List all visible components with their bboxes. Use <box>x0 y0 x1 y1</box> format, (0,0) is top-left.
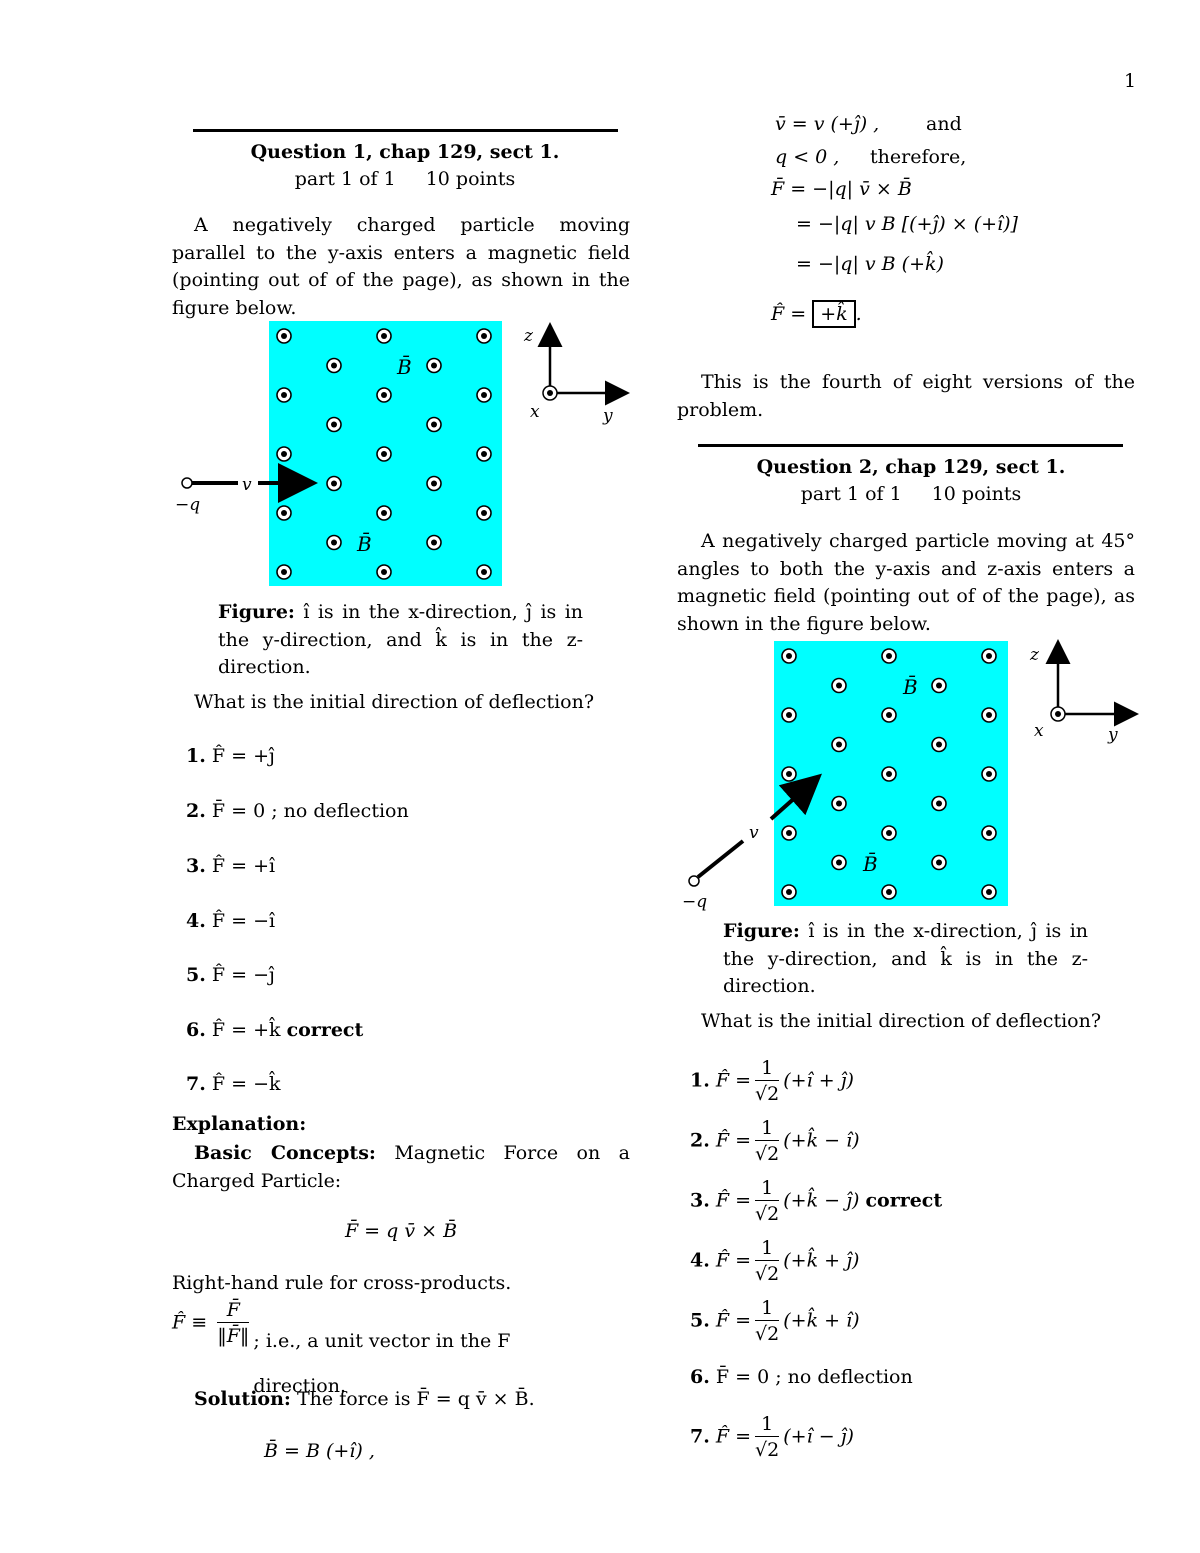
q2-points: 10 points <box>931 483 1022 505</box>
q1-field-dot-center <box>381 333 387 339</box>
q2-option-num: 5. <box>690 1309 710 1332</box>
q1-velocity-label: v <box>242 475 252 495</box>
q1-field-dot-center <box>331 363 337 369</box>
q1-q-therefore: therefore, <box>870 146 967 168</box>
q2-charge-label: −q <box>682 892 708 912</box>
q2-option-num: 1. <box>690 1069 710 1092</box>
q2-field-dot-center <box>886 889 892 895</box>
q1-option-num: 3. <box>186 855 206 877</box>
q1-field-dot-center <box>431 363 437 369</box>
q2-question: What is the initial direction of deflection? <box>701 1010 1102 1032</box>
q1-option-num: 4. <box>186 910 206 932</box>
q1-field-dot-center <box>431 481 437 487</box>
q1-solution-label: Solution: <box>194 1388 291 1410</box>
q2-field-dot-center <box>936 801 942 807</box>
q1-correct-tag: correct <box>286 1019 364 1041</box>
q2-caption-text: î is in the x-direction, ĵ is in the y-direction, and k̂ is in the z-direction. <box>723 920 1089 997</box>
q1-top-rule <box>193 129 618 132</box>
q1-field-dot-center <box>331 481 337 487</box>
q1-charge-icon <box>182 478 192 488</box>
q2-option-num: 7. <box>690 1425 710 1448</box>
q2-option-4[interactable] <box>690 1236 859 1287</box>
q2-option-expr: (+k̂ − ĵ) <box>783 1189 860 1212</box>
q1-field-dot-center <box>281 392 287 398</box>
q2-option-fraction <box>755 1176 779 1227</box>
q1-x-axis-icon <box>547 390 553 396</box>
q2-option-num: 4. <box>690 1249 710 1272</box>
q2-intro: A negatively charged particle moving at 45° angles to both the y-axis and z-axis enters a magnetic field (pointing out of of the page), as shown in the figure below. <box>677 530 1135 635</box>
q1-force-step-1: F̄ = −|q| v̄ × B̄ <box>771 178 912 200</box>
q1-axis-z: z <box>524 326 533 346</box>
q1-option-num: 5. <box>186 964 206 986</box>
q1-explanation-label: Explanation: <box>172 1113 307 1135</box>
q1-option-num: 6. <box>186 1019 206 1041</box>
page-number: 1 <box>1124 70 1137 92</box>
q2-frac-den: √2 <box>755 1143 780 1165</box>
q2-option-lhs: F̄ = 0 ; no deflection <box>715 1366 913 1388</box>
q1-part-line <box>170 168 640 190</box>
q2-field-dot-center <box>986 771 992 777</box>
q2-field-dot-center <box>786 889 792 895</box>
q1-caption <box>218 599 583 682</box>
q2-option-5[interactable] <box>690 1296 860 1347</box>
q1-option-5[interactable] <box>186 964 275 986</box>
q1-option-7[interactable] <box>186 1073 281 1095</box>
q1-solution <box>194 1388 535 1410</box>
q2-frac-num: 1 <box>755 1056 779 1081</box>
q2-field-dot-center <box>986 712 992 718</box>
q1-field-dot-center <box>481 392 487 398</box>
q1-axis-x: x <box>530 402 540 422</box>
q1-field-dot-center <box>281 569 287 575</box>
q2-frac-num: 1 <box>755 1176 779 1201</box>
q1-axis-y: y <box>603 406 613 426</box>
q2-part-line <box>676 483 1146 505</box>
q1-option-text: F̂ = −k̂ <box>211 1073 281 1095</box>
q2-top-rule <box>698 444 1123 447</box>
q2-frac-num: 1 <box>755 1412 779 1437</box>
q2-option-num: 6. <box>690 1366 710 1388</box>
q1-field-dot-center <box>381 451 387 457</box>
q1-field-dot-center <box>281 510 287 516</box>
q1-field-dot-center <box>381 510 387 516</box>
q2-option-fraction <box>755 1116 779 1167</box>
q2-option-lhs: F̂ = <box>715 1189 752 1212</box>
q1-option-num: 1. <box>186 745 206 767</box>
q2-field-dot-center <box>986 889 992 895</box>
q1-final-tail: . <box>855 303 862 325</box>
q2-frac-den: √2 <box>755 1083 780 1105</box>
q1-b-equation: B̄ = B (+î) , <box>264 1440 375 1462</box>
q2-field-dot-center <box>886 653 892 659</box>
q2-option-1[interactable] <box>690 1056 854 1107</box>
q1-field-dot-center <box>281 451 287 457</box>
q1-final-answer <box>771 303 862 325</box>
q1-unit-lhs: F̂ ≡ <box>172 1311 208 1334</box>
q1-force-step-2: = −|q| v B [(+ĵ) × (+î)] <box>796 213 1018 235</box>
q2-field-dot-center <box>786 653 792 659</box>
q2-option-expr: (+k̂ + ĵ) <box>783 1249 860 1272</box>
q2-figure <box>676 636 1146 916</box>
q2-option-fraction <box>755 1412 779 1463</box>
q2-option-fraction <box>755 1056 779 1107</box>
q1-field-dot-center <box>481 569 487 575</box>
q2-frac-den: √2 <box>755 1203 780 1225</box>
q1-heading: Question 1, chap 129, sect 1. <box>250 141 560 163</box>
q2-option-fraction <box>755 1296 779 1347</box>
q2-field-dot-center <box>936 860 942 866</box>
q2-caption <box>723 918 1088 1001</box>
q2-option-num: 3. <box>690 1189 710 1212</box>
q2-option-lhs: F̂ = <box>715 1249 752 1272</box>
q1-basic-concepts <box>172 1140 630 1195</box>
q1-basic-label: Basic Concepts: <box>194 1142 376 1164</box>
q2-field-dot-center <box>886 771 892 777</box>
q1-option-text: F̄ = 0 ; no deflection <box>211 800 409 822</box>
q1-option-text: F̂ = +ĵ <box>211 745 275 767</box>
q1-option-2[interactable] <box>186 800 409 822</box>
q2-velocity-label: v <box>749 823 759 843</box>
q2-field-label-top: B̄ <box>903 675 918 699</box>
q2-field-dot-center <box>836 860 842 866</box>
q2-option-3[interactable] <box>690 1176 942 1227</box>
q2-field-dot-center <box>836 742 842 748</box>
q2-correct-tag: correct <box>865 1189 943 1212</box>
q1-field-dot-center <box>381 569 387 575</box>
q2-frac-num: 1 <box>755 1296 779 1321</box>
q1-unit-num: F̄ <box>217 1298 249 1323</box>
q1-option-num: 7. <box>186 1073 206 1095</box>
q2-option-lhs: F̂ = <box>715 1425 752 1448</box>
q2-axis-y: y <box>1108 725 1118 745</box>
q2-frac-num: 1 <box>755 1116 779 1141</box>
q1-final-boxed: +k̂ <box>812 300 855 328</box>
q1-points: 10 points <box>425 168 516 190</box>
q2-field-dot-center <box>786 771 792 777</box>
q2-option-6[interactable] <box>690 1366 913 1388</box>
q1-option-text: F̂ = +î <box>211 855 276 877</box>
q2-option-lhs: F̂ = <box>715 1129 752 1152</box>
q1-rhr: Right-hand rule for cross-products. <box>172 1272 512 1294</box>
q1-option-4[interactable] <box>186 910 275 932</box>
q1-field-dot-center <box>431 540 437 546</box>
q1-v-and: and <box>926 113 962 135</box>
q1-question: What is the initial direction of deflection? <box>194 691 595 713</box>
q2-option-expr: (+k̂ − î) <box>783 1129 860 1152</box>
q2-part: part 1 of 1 <box>800 483 902 505</box>
q2-field-dot-center <box>836 683 842 689</box>
q1-option-text: F̂ = +k̂ <box>211 1019 281 1041</box>
q2-frac-den: √2 <box>755 1263 780 1285</box>
q1-field-dot-center <box>481 451 487 457</box>
q1-version-note: This is the fourth of eight versions of the problem. <box>677 371 1135 421</box>
q1-force-step-3: = −|q| v B (+k̂) <box>796 253 944 275</box>
q2-option-expr: (+î + ĵ) <box>783 1069 854 1092</box>
q2-field-dot-center <box>886 830 892 836</box>
q2-heading: Question 2, chap 129, sect 1. <box>756 456 1066 478</box>
q2-option-lhs: F̂ = <box>715 1069 752 1092</box>
q2-field-dot-center <box>936 742 942 748</box>
q1-field-dot-center <box>331 540 337 546</box>
q1-field-dot-center <box>331 422 337 428</box>
q2-axis-x: x <box>1034 721 1044 741</box>
q2-frac-den: √2 <box>755 1323 780 1345</box>
q1-option-text: F̂ = −ĵ <box>211 964 275 986</box>
q2-option-2[interactable] <box>690 1116 860 1167</box>
q1-unit-den: ‖F̄‖ <box>217 1325 250 1347</box>
q2-option-expr: (+k̂ + î) <box>783 1309 860 1332</box>
q2-field-dot-center <box>936 683 942 689</box>
q2-option-expr: (+î − ĵ) <box>783 1425 854 1448</box>
q2-caption-label: Figure: <box>723 920 800 942</box>
q1-field-dot-center <box>431 422 437 428</box>
q1-intro: A negatively charged particle moving parallel to the y-axis enters a magnetic field (pointing out of of the page), as shown in the figure below. <box>172 214 630 319</box>
q2-field-dot-center <box>886 712 892 718</box>
q2-field-dot-center <box>836 801 842 807</box>
q2-frac-num: 1 <box>755 1236 779 1261</box>
q1-charge-label: −q <box>175 495 201 515</box>
q1-field-label-top: B̄ <box>397 355 412 379</box>
q1-solution-text: The force is F̄ = q v̄ × B̄. <box>296 1388 535 1410</box>
q1-caption-text: î is in the x-direction, ĵ is in the y-direction, and k̂ is in the z-direction. <box>218 601 584 678</box>
q1-option-text: F̂ = −î <box>211 910 276 932</box>
q2-option-lhs: F̂ = <box>715 1309 752 1332</box>
q2-x-axis-icon <box>1055 711 1061 717</box>
q2-field-label-bottom: B̄ <box>863 852 878 876</box>
q1-field-dot-center <box>281 333 287 339</box>
q2-field-dot-center <box>786 712 792 718</box>
q1-field-dot-center <box>481 510 487 516</box>
q2-field-dot-center <box>986 653 992 659</box>
q1-field-dot-center <box>481 333 487 339</box>
q1-force-formula: F̄ = q v̄ × B̄ <box>344 1220 458 1242</box>
q2-option-num: 2. <box>690 1129 710 1152</box>
q2-axis-z: z <box>1030 645 1039 665</box>
q2-option-7[interactable] <box>690 1412 854 1463</box>
q1-basic-text: Magnetic Force on a Charged Particle: <box>172 1142 630 1192</box>
q1-option-1[interactable] <box>186 745 275 767</box>
q1-final-lhs: F̂ = <box>771 303 807 325</box>
q1-v-equation: v̄ = v (+ĵ) , <box>775 113 880 135</box>
q1-field-label-bottom: B̄ <box>357 532 372 556</box>
q1-option-num: 2. <box>186 800 206 822</box>
q2-charge-icon <box>689 876 699 886</box>
q2-field-dot-center <box>986 830 992 836</box>
q1-unit-fraction <box>217 1298 249 1349</box>
q1-option-3[interactable] <box>186 855 275 877</box>
q2-field-dot-center <box>786 830 792 836</box>
q2-frac-den: √2 <box>755 1439 780 1461</box>
q1-caption-label: Figure: <box>218 601 295 623</box>
q2-option-fraction <box>755 1236 779 1287</box>
q1-field-dot-center <box>381 392 387 398</box>
q1-unit-text: ; i.e., a unit vector in the F direction. <box>253 1330 511 1397</box>
q1-q-equation: q < 0 , <box>775 146 840 168</box>
q1-figure <box>170 315 640 600</box>
q1-option-6[interactable] <box>186 1019 363 1041</box>
q1-part: part 1 of 1 <box>294 168 396 190</box>
